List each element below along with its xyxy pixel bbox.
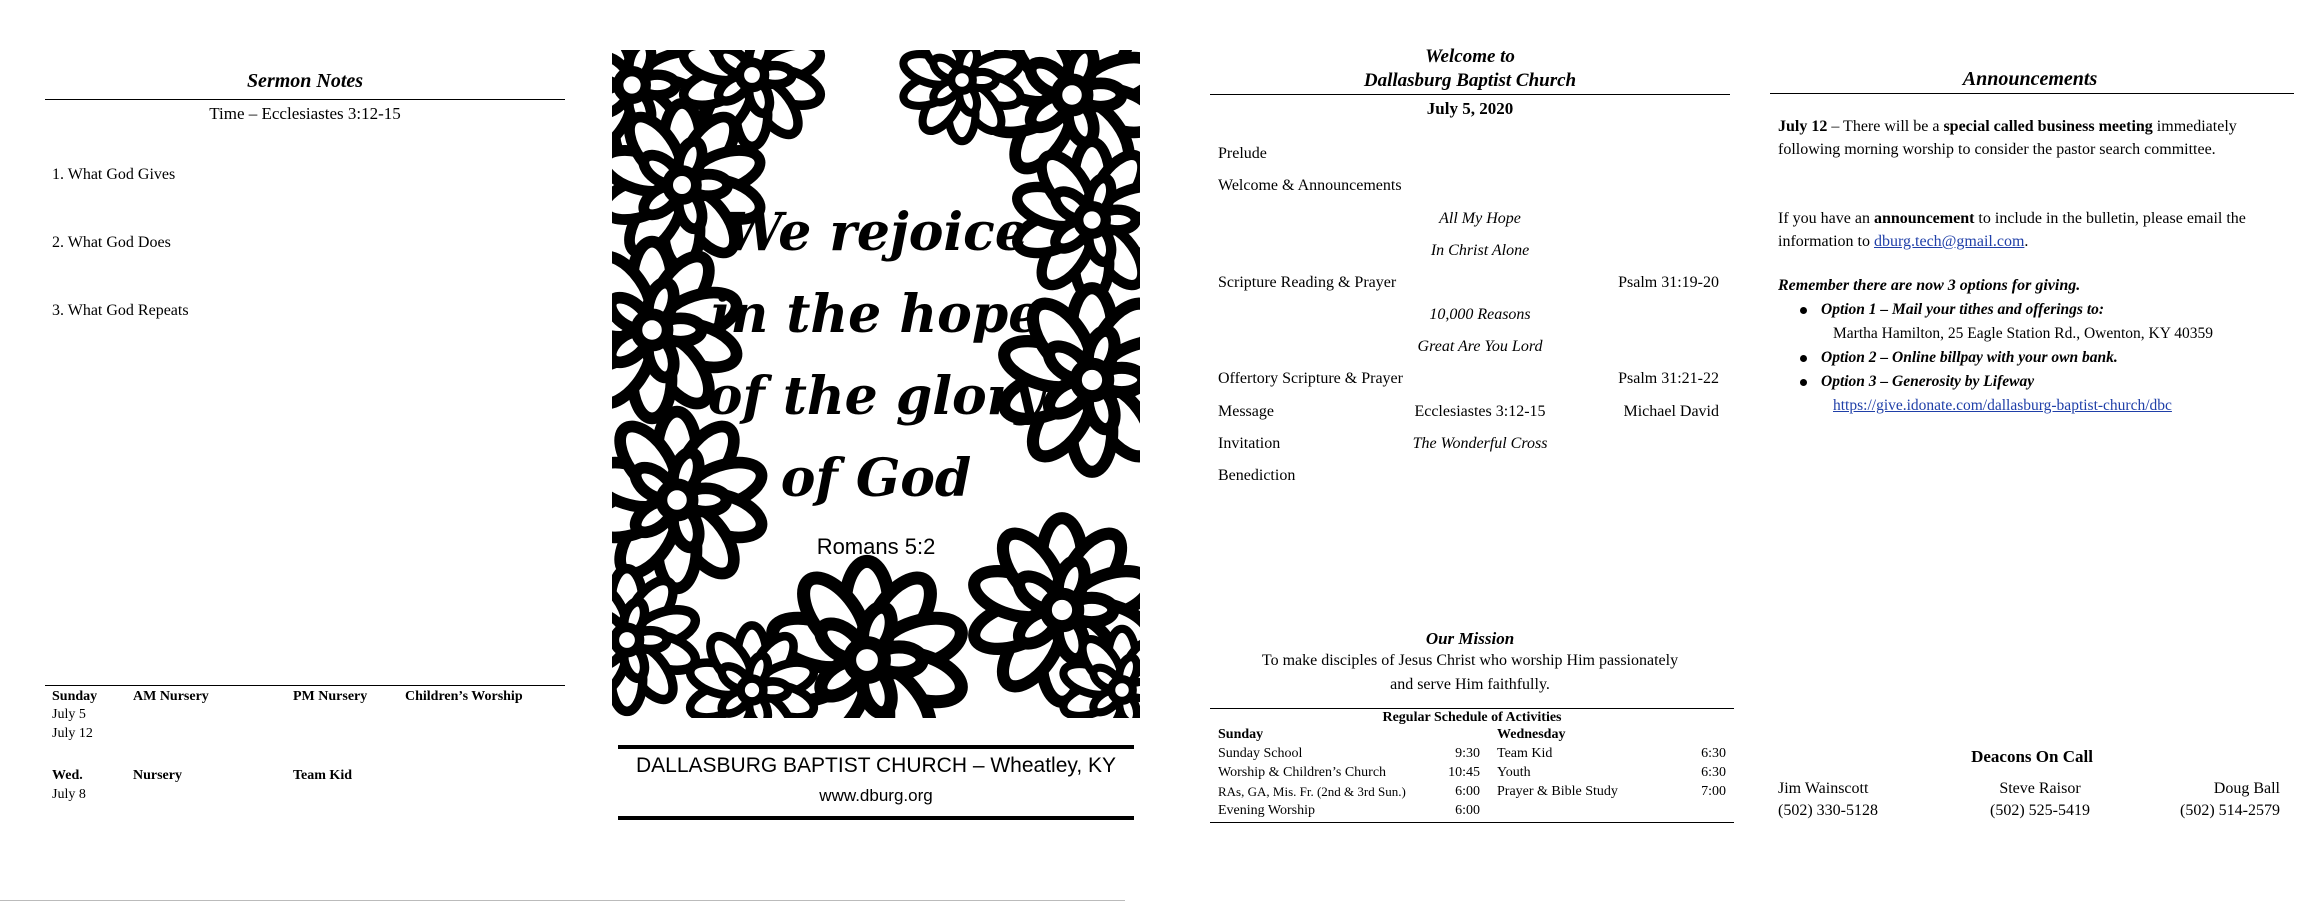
sermon-notes-subtitle: Time – Ecclesiastes 3:12-15 bbox=[209, 104, 401, 123]
sermon-point-2: 2. What God Does bbox=[52, 234, 171, 251]
giving-heading: Remember there are now 3 options for giving. bbox=[1778, 277, 2081, 294]
deacons-title: Deacons On Call bbox=[1971, 747, 2093, 766]
song-1: All My Hope bbox=[1439, 210, 1521, 227]
schedule-date-1: July 5 bbox=[52, 707, 86, 722]
welcome-rule bbox=[1210, 94, 1730, 95]
welcome-line-1: Welcome to bbox=[1425, 46, 1515, 67]
reg-sunday-item-2: Worship & Children’s Church bbox=[1218, 765, 1387, 780]
reg-sunday-label: Sunday bbox=[1218, 727, 1264, 742]
service-date: July 5, 2020 bbox=[1426, 99, 1514, 118]
schedule-pm-nursery: PM Nursery bbox=[293, 689, 368, 704]
verse-line-1: We rejoice bbox=[724, 202, 1028, 263]
schedule-date-2: July 12 bbox=[52, 726, 93, 741]
bullet-icon bbox=[1800, 355, 1807, 362]
giving-option-3 bbox=[1800, 370, 2288, 394]
song-2: In Christ Alone bbox=[1430, 242, 1530, 259]
verse-reference: Romans 5:2 bbox=[816, 534, 936, 559]
announcement-date: July 12 bbox=[1778, 118, 1828, 135]
schedule-nursery: Nursery bbox=[133, 768, 182, 783]
page-bottom-divider bbox=[0, 900, 1125, 901]
announcements-rule bbox=[1770, 93, 2294, 94]
flower-border-illustration bbox=[612, 50, 1140, 718]
sermon-point-1: 1. What God Gives bbox=[52, 166, 176, 183]
scripture-reference: Psalm 31:19-20 bbox=[1618, 274, 1719, 291]
invitation-song: The Wonderful Cross bbox=[1412, 435, 1548, 452]
reg-wed-time-2: 6:30 bbox=[1701, 765, 1726, 780]
announcement-bold: special called business meeting bbox=[1943, 118, 2153, 135]
cover-website: www.dburg.org bbox=[819, 786, 933, 805]
reg-sunday-time-4: 6:00 bbox=[1455, 803, 1480, 818]
reg-sunday-time-3: 6:00 bbox=[1455, 784, 1480, 799]
offertory-reference: Psalm 31:21-22 bbox=[1618, 370, 1719, 387]
email-link[interactable]: dburg.tech@gmail.com bbox=[1873, 233, 2025, 250]
reg-wed-time-1: 6:30 bbox=[1701, 746, 1726, 761]
giving-option-1 bbox=[1800, 298, 2288, 322]
reg-sunday-time-1: 9:30 bbox=[1455, 746, 1480, 761]
announcement-business-meeting bbox=[1778, 115, 2288, 161]
announcement-email bbox=[1778, 207, 2288, 253]
deacon-1-name: Jim Wainscott bbox=[1778, 780, 1869, 797]
giving-option-2-label: Option 2 – Online billpay with your own bank. bbox=[1821, 349, 2118, 366]
verse-line-4: of God bbox=[780, 448, 972, 509]
giving-link[interactable]: https://give.idonate.com/dallasburg-baptist-church/dbc bbox=[1833, 397, 2172, 414]
deacon-2-name: Steve Raisor bbox=[1999, 780, 2081, 797]
schedule-sunday-label: Sunday bbox=[52, 689, 98, 704]
verse-line-3: of the glory bbox=[707, 366, 1045, 427]
email-text-2: to include in the bulletin, please email the information to bbox=[1778, 210, 2246, 250]
speaker: Michael David bbox=[1623, 403, 1719, 420]
schedule-team-kid: Team Kid bbox=[293, 768, 352, 783]
bullet-icon bbox=[1800, 307, 1807, 314]
cover-church-name: DALLASBURG BAPTIST CHURCH – Wheatley, KY bbox=[635, 754, 1117, 777]
reg-wednesday-label: Wednesday bbox=[1497, 727, 1566, 742]
announcements-title: Announcements bbox=[1962, 68, 2098, 90]
regular-schedule-title: Regular Schedule of Activities bbox=[1382, 710, 1562, 725]
invitation: Invitation bbox=[1218, 435, 1281, 452]
reg-wed-item-1: Team Kid bbox=[1497, 746, 1553, 761]
announcement-text: – There will be a bbox=[1827, 118, 1944, 135]
offertory: Offertory Scripture & Prayer bbox=[1218, 370, 1403, 387]
giving-option-1-label: Option 1 – Mail your tithes and offerings to: bbox=[1821, 301, 2105, 318]
welcome-church-name: Dallasburg Baptist Church bbox=[1363, 70, 1577, 91]
reg-sunday-item-1: Sunday School bbox=[1218, 746, 1303, 761]
mission-title: Our Mission bbox=[1425, 629, 1515, 648]
cover-bottom-bar bbox=[618, 816, 1134, 820]
schedule-am-nursery: AM Nursery bbox=[133, 689, 209, 704]
schedule-top-rule bbox=[1210, 708, 1734, 709]
deacon-1-phone: (502) 330-5128 bbox=[1778, 802, 1878, 819]
prelude: Prelude bbox=[1218, 145, 1267, 162]
schedule-childrens-worship: Children’s Worship bbox=[405, 689, 523, 704]
giving-option-3-label: Option 3 – Generosity by Lifeway bbox=[1821, 373, 2035, 390]
cover-artwork bbox=[612, 50, 1140, 718]
sermon-notes-rule bbox=[45, 99, 565, 100]
schedule-wed-label: Wed. bbox=[52, 768, 83, 783]
giving-address: Martha Hamilton, 25 Eagle Station Rd., Owenton, KY 40359 bbox=[1833, 325, 2213, 342]
email-text: If you have an bbox=[1778, 210, 1874, 227]
schedule-bottom-rule bbox=[1210, 822, 1734, 823]
email-bold: announcement bbox=[1873, 210, 1975, 227]
mission-text-1: To make disciples of Jesus Christ who worship Him passionately bbox=[1261, 652, 1679, 669]
reg-wed-item-2: Youth bbox=[1497, 765, 1531, 780]
deacon-3-name: Doug Ball bbox=[2213, 780, 2280, 797]
welcome-announcements: Welcome & Announcements bbox=[1218, 177, 1402, 194]
schedule-wed-date: July 8 bbox=[52, 787, 86, 802]
sermon-notes-title: Sermon Notes bbox=[246, 70, 364, 92]
reg-sunday-item-3: RAs, GA, Mis. Fr. (2nd & 3rd Sun.) bbox=[1218, 784, 1406, 799]
song-3: 10,000 Reasons bbox=[1429, 306, 1531, 323]
schedule-table-rule bbox=[45, 685, 565, 686]
announcement-text-2: immediately following morning worship to consider the pastor search committee. bbox=[1778, 118, 2237, 158]
song-4: Great Are You Lord bbox=[1417, 338, 1543, 355]
verse-line-2: in the hope bbox=[710, 284, 1042, 345]
scripture-reading: Scripture Reading & Prayer bbox=[1218, 274, 1397, 291]
message: Message bbox=[1218, 403, 1274, 420]
deacon-3 bbox=[2170, 778, 2280, 822]
reg-wed-item-3: Prayer & Bible Study bbox=[1497, 784, 1618, 799]
deacon-2 bbox=[1990, 778, 2090, 822]
sermon-point-3: 3. What God Repeats bbox=[52, 302, 189, 319]
mission-text-2: and serve Him faithfully. bbox=[1390, 676, 1550, 693]
giving-options bbox=[1800, 298, 2288, 418]
message-reference: Ecclesiastes 3:12-15 bbox=[1414, 403, 1546, 420]
reg-sunday-item-4: Evening Worship bbox=[1218, 803, 1315, 818]
giving-option-2 bbox=[1800, 346, 2288, 370]
deacon-3-phone: (502) 514-2579 bbox=[2180, 802, 2280, 819]
bullet-icon bbox=[1800, 379, 1807, 386]
cover-top-bar bbox=[618, 745, 1134, 749]
email-period: . bbox=[2024, 233, 2029, 250]
reg-sunday-time-2: 10:45 bbox=[1448, 765, 1480, 780]
deacon-1 bbox=[1778, 778, 1878, 822]
benediction: Benediction bbox=[1218, 467, 1296, 484]
deacon-2-phone: (502) 525-5419 bbox=[1990, 802, 2090, 819]
reg-wed-time-3: 7:00 bbox=[1701, 784, 1726, 799]
